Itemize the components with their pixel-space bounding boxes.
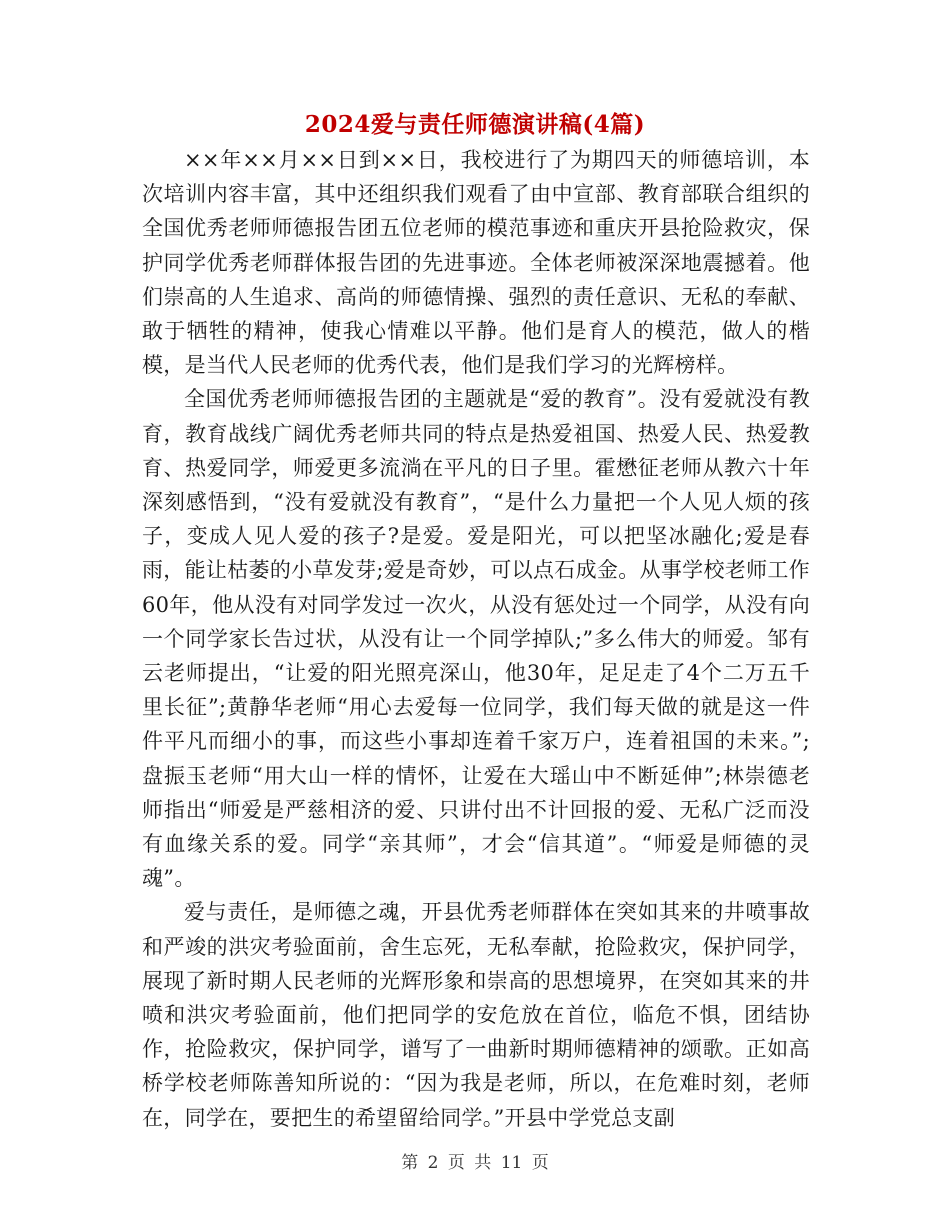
document-body xyxy=(142,143,810,1135)
page-number-footer: 第 2 页 共 11 页 xyxy=(401,1153,549,1173)
paragraph-3: 爱与责任，是师德之魂，开县优秀老师群体在突如其来的井喷事故和严竣的洪灾考验面前，舍生忘死，无私奉献，抢险救灾，保护同学，展现了新时期人民老师的光辉形象和崇高的思想境界，在突如其来的井喷和洪灾考验面前，他们把同学的安危放在首位，临危不惧，团结协作，抢险救灾，保护同学，谱写了一曲新时期师德精神的颂歌。正如高桥学校老师陈善知所说的：“因为我是老师，所以，在危难时刻，老师在，同学在，要把生的希望留给同学。”开县中学党总支副 xyxy=(142,900,810,1130)
paragraph-2: 全国优秀老师师德报告团的主题就是“爱的教育”。没有爱就没有教育，教育战线广阔优秀老师共同的特点是热爱祖国、热爱人民、热爱教育、热爱同学，师爱更多流淌在平凡的日子里。霍懋征老师从教六十年深刻感悟到，“没有爱就没有教育”，“是什么力量把一个人见人烦的孩子，变成人见人爱的孩子?是爱。爱是阳光，可以把坚冰融化;爱是春雨，能让枯萎的小草发芽;爱是奇妙，可以点石成金。从事学校老师工作60年，他从没有对同学发过一次火，从没有惩处过一个同学，从没有向一个同学家长告过状，从没有让一个同学掉队;”多么伟大的师爱。邹有云老师提出，“让爱的阳光照亮深山，他30年，足足走了4个二万五千里长征”;黄静华老师“用心去爱每一位同学，我们每天做的就是这一件件平凡而细小的事，而这些小事却连着千家万户，连着祖国的未来。”;盘振玉老师“用大山一样的情怀，让爱在大瑶山中不断延伸”;林崇德老师指出“师爱是严慈相济的爱、只讲付出不计回报的爱、无私广泛而没有血缘关系的爱。同学“亲其师”，才会“信其道”。“师爱是师德的灵魂”。 xyxy=(142,387,810,891)
paragraph-1: ××年××月××日到××日，我校进行了为期四天的师德培训，本次培训内容丰富，其中还组织我们观看了由中宣部、教育部联合组织的全国优秀老师师德报告团五位老师的模范事迹和重庆开县抢险救灾，保护同学优秀老师群体报告团的先进事迹。全体老师被深深地震撼着。他们崇高的人生追求、高尚的师德情操、强烈的责任意识、无私的奉献、敢于牺牲的精神，使我心情难以平静。他们是育人的模范，做人的楷模，是当代人民老师的优秀代表，他们是我们学习的光辉榜样。 xyxy=(142,148,810,378)
document-title: 2024爱与责任师德演讲稿(4篇) xyxy=(304,111,646,138)
